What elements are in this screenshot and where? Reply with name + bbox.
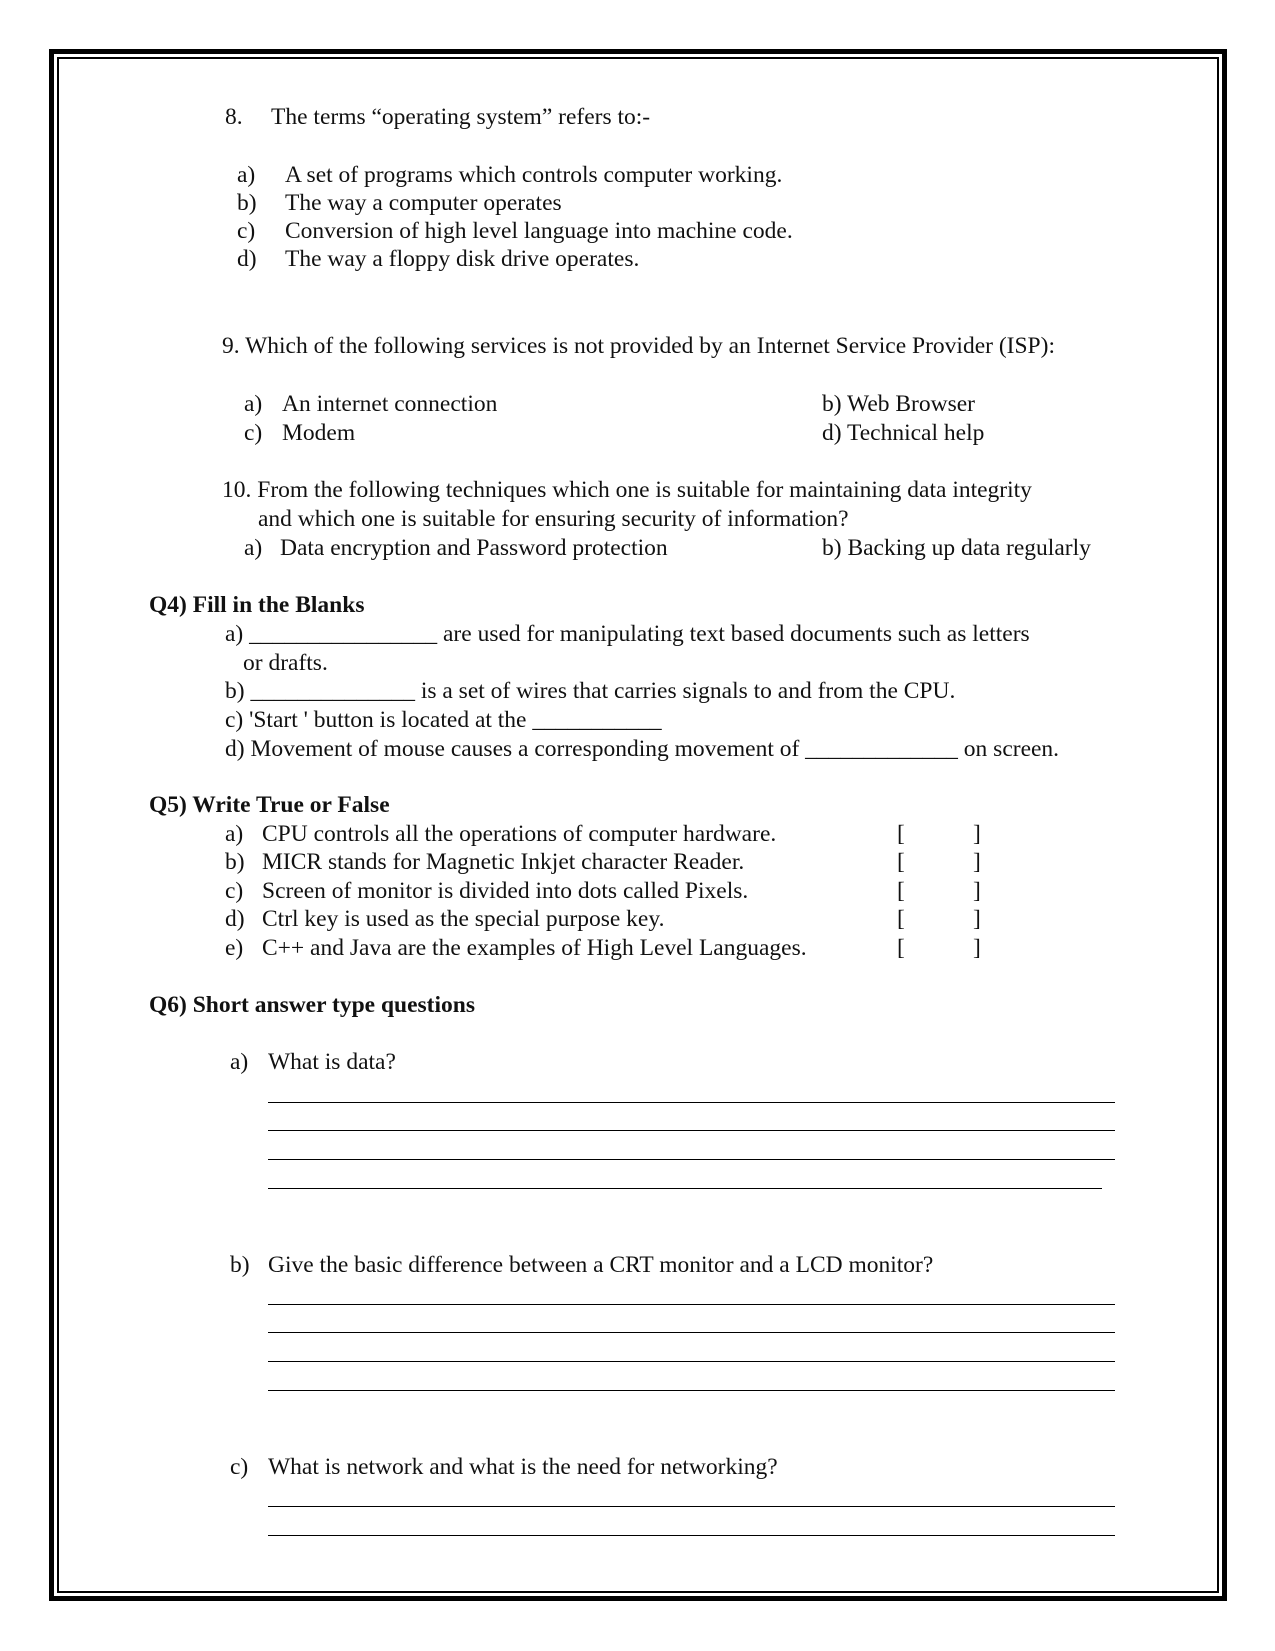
option-letter: a): [244, 391, 263, 417]
tf-statement: Ctrl key is used as the special purpose key.: [262, 906, 665, 932]
option-letter: c): [237, 218, 256, 244]
answer-bracket-close: ]: [973, 878, 981, 904]
option-text: Modem: [282, 420, 356, 446]
answer-line[interactable]: [268, 1304, 1115, 1305]
question-stem: 9. Which of the following services is not provided by an Internet Service Provider (ISP):: [222, 333, 1055, 359]
option-letter: b): [237, 190, 257, 216]
answer-bracket-close: ]: [973, 849, 981, 875]
question-stem: 10. From the following techniques which one is suitable for maintaining data integrity: [222, 477, 1032, 503]
tf-letter: c): [225, 878, 244, 904]
answer-bracket-open: [: [897, 935, 905, 961]
tf-letter: d): [225, 906, 245, 932]
blank-item-c: c) 'Start ' button is located at the ___________: [225, 707, 662, 733]
option-letter: c): [244, 420, 263, 446]
option-text: The way a computer operates: [285, 190, 562, 216]
answer-line[interactable]: [268, 1130, 1115, 1131]
tf-letter: a): [225, 821, 244, 847]
answer-bracket-close: ]: [973, 935, 981, 961]
section-heading: Q5) Write True or False: [149, 792, 390, 818]
option-letter: d): [237, 246, 257, 272]
option-letter: a): [244, 535, 263, 561]
short-question-letter: c): [230, 1454, 249, 1480]
answer-line[interactable]: [268, 1159, 1115, 1160]
short-question-text: What is data?: [268, 1049, 396, 1075]
answer-line[interactable]: [268, 1535, 1115, 1536]
tf-statement: Screen of monitor is divided into dots called Pixels.: [262, 878, 749, 904]
question-stem: The terms “operating system” refers to:-: [271, 104, 651, 130]
short-question-text: What is network and what is the need for networking?: [268, 1454, 778, 1480]
section-heading: Q4) Fill in the Blanks: [149, 592, 365, 618]
blank-item-a-cont: or drafts.: [243, 650, 328, 676]
answer-bracket-close: ]: [973, 906, 981, 932]
answer-line[interactable]: [268, 1506, 1115, 1507]
answer-bracket-open: [: [897, 878, 905, 904]
option-text: b) Web Browser: [822, 391, 976, 417]
answer-line[interactable]: [268, 1102, 1115, 1103]
answer-line[interactable]: [268, 1361, 1115, 1362]
option-text: b) Backing up data regularly: [822, 535, 1091, 561]
section-heading: Q6) Short answer type questions: [149, 992, 475, 1018]
option-text: d) Technical help: [822, 420, 985, 446]
tf-statement: C++ and Java are the examples of High Level Languages.: [262, 935, 807, 961]
tf-letter: e): [225, 935, 244, 961]
option-letter: a): [237, 162, 256, 188]
blank-item-d: d) Movement of mouse causes a corresponding movement of _____________ on screen.: [225, 736, 1060, 762]
short-question-text: Give the basic difference between a CRT monitor and a LCD monitor?: [268, 1252, 934, 1278]
answer-line[interactable]: [268, 1188, 1102, 1189]
option-text: A set of programs which controls computer working.: [285, 162, 783, 188]
answer-line[interactable]: [268, 1332, 1115, 1333]
answer-bracket-close: ]: [973, 821, 981, 847]
option-text: Conversion of high level language into machine code.: [285, 218, 793, 244]
blank-item-a: a) ________________ are used for manipulating text based documents such as letters: [225, 621, 1030, 647]
question-stem-cont: and which one is suitable for ensuring security of information?: [258, 506, 849, 532]
option-text: Data encryption and Password protection: [280, 535, 668, 561]
option-text: The way a floppy disk drive operates.: [285, 246, 640, 272]
tf-letter: b): [225, 849, 245, 875]
short-question-letter: a): [230, 1049, 249, 1075]
tf-statement: MICR stands for Magnetic Inkjet character Reader.: [262, 849, 745, 875]
answer-bracket-open: [: [897, 906, 905, 932]
blank-item-b: b) ______________ is a set of wires that carries signals to and from the CPU.: [225, 678, 956, 704]
answer-bracket-open: [: [897, 821, 905, 847]
question-number: 8.: [225, 104, 243, 130]
tf-statement: CPU controls all the operations of computer hardware.: [262, 821, 777, 847]
answer-bracket-open: [: [897, 849, 905, 875]
answer-line[interactable]: [268, 1390, 1115, 1391]
option-text: An internet connection: [282, 391, 498, 417]
short-question-letter: b): [230, 1252, 250, 1278]
